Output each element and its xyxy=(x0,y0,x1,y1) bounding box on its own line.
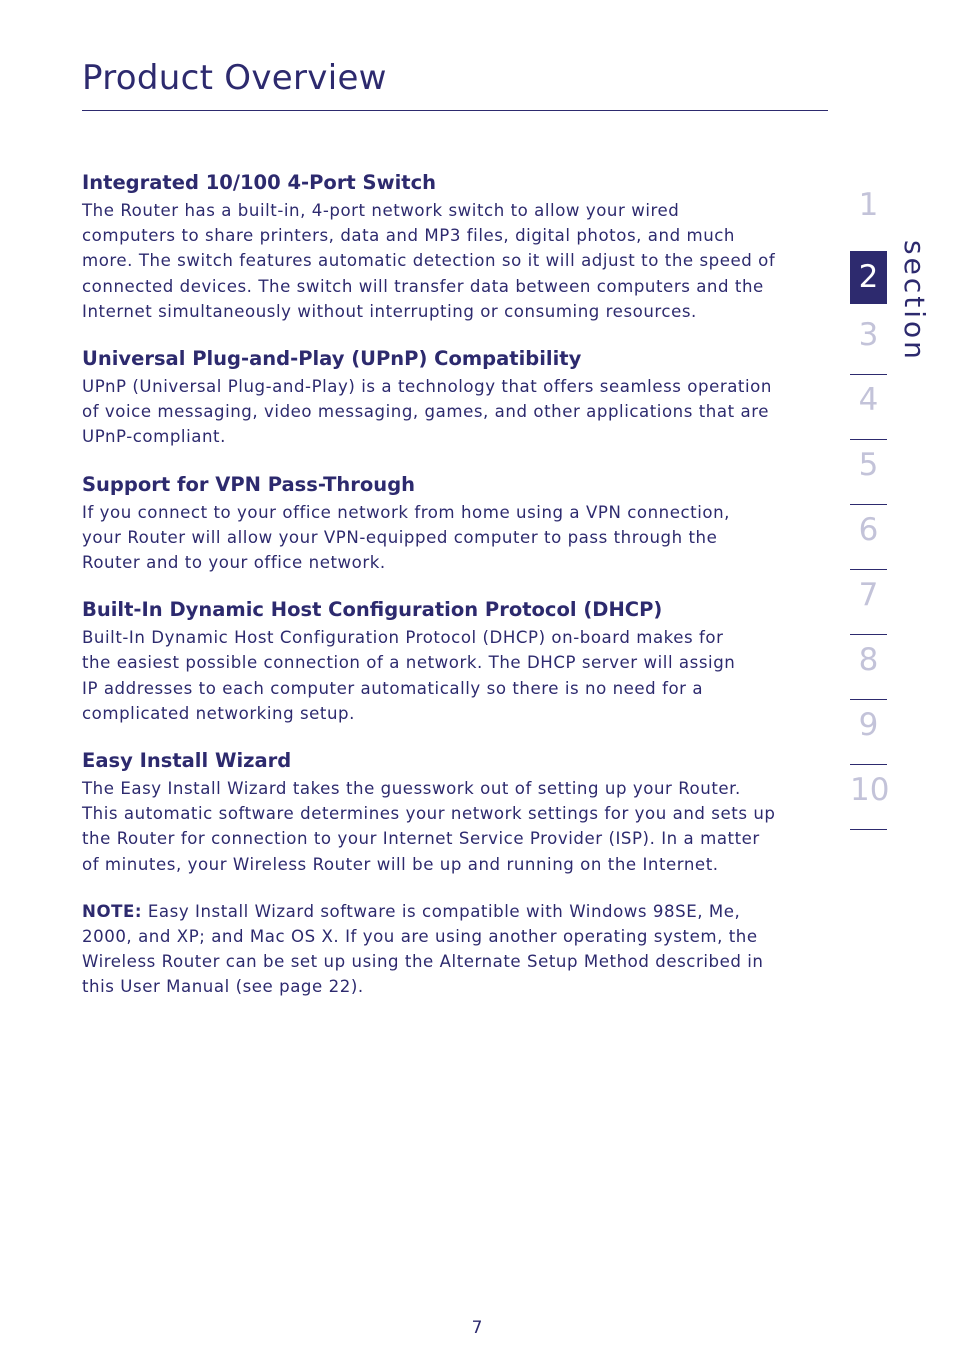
title-divider xyxy=(82,110,828,111)
section-nav-item-10[interactable]: 10 xyxy=(850,765,887,830)
section-heading: Easy Install Wizard xyxy=(82,749,292,773)
section-heading: Built-In Dynamic Host Configuration Protocol (DHCP) xyxy=(82,598,663,622)
section-body: Built-In Dynamic Host Configuration Protocol (DHCP) on-board makes for the easiest possible connection of a network. The DHCP server will assign IP addresses to each computer automatically so there is no need for a complicated networking setup. xyxy=(82,628,736,723)
section-nav-item-9[interactable]: 9 xyxy=(850,700,887,765)
section-nav-item-5[interactable]: 5 xyxy=(850,440,887,505)
section-vpn xyxy=(82,472,822,576)
section-nav-item-3[interactable]: 3 xyxy=(850,310,887,375)
section-body: UPnP (Universal Plug-and-Play) is a technology that offers seamless operation of voice messaging, video messaging, games, and other applications that are UPnP-compliant. xyxy=(82,377,772,447)
note-label: NOTE: xyxy=(82,901,143,921)
section-heading: Universal Plug-and-Play (UPnP) Compatibility xyxy=(82,347,582,371)
note-text: Easy Install Wizard software is compatible with Windows 98SE, Me, 2000, and XP; and Mac OS X. If you are using another operating system, the Wireless Router can be set up using the Alternate Setup Method described in this User Manual (see page 22). xyxy=(82,901,764,997)
page-title: Product Overview xyxy=(82,58,387,98)
section-heading: Integrated 10/100 4-Port Switch xyxy=(82,171,437,194)
main-content xyxy=(82,170,822,1000)
section-body: The Router has a built-in, 4-port network switch to allow your wired computers to share printers, data and MP3 files, digital photos, and much more. The switch features automatic detection so it will adjust to the speed of connected devices. The switch will transfer data between computers and the Internet simultaneously without interrupting or consuming resources. xyxy=(82,201,776,321)
section-body: If you connect to your office network from home using a VPN connection, your Router will allow your VPN-equipped computer to pass through the Router and to your office network. xyxy=(82,502,730,573)
section-body: The Easy Install Wizard takes the guesswork out of setting up your Router. This automatic software determines your network settings for you and sets up the Router for connection to your Internet Service Provider (ISP). In a matter of minutes, your Wireless Router will be up and running on the Internet. xyxy=(82,779,776,874)
section-nav-item-8[interactable]: 8 xyxy=(850,635,887,700)
section-easy-install xyxy=(82,748,822,877)
section-integrated-switch xyxy=(82,170,822,324)
section-nav-item-7[interactable]: 7 xyxy=(850,570,887,635)
section-nav-item-1[interactable]: 1 xyxy=(858,187,879,223)
section-dhcp xyxy=(82,597,822,726)
section-heading: Support for VPN Pass-Through xyxy=(82,472,416,496)
page-number: 7 xyxy=(471,1318,483,1338)
note-paragraph xyxy=(82,899,822,1000)
section-upnp xyxy=(82,346,822,450)
section-label: section xyxy=(898,240,931,362)
section-nav-item-4[interactable]: 4 xyxy=(850,375,887,440)
section-nav-item-6[interactable]: 6 xyxy=(850,505,887,570)
section-nav xyxy=(850,180,890,830)
section-nav-item-2[interactable]: 2 xyxy=(850,251,887,304)
